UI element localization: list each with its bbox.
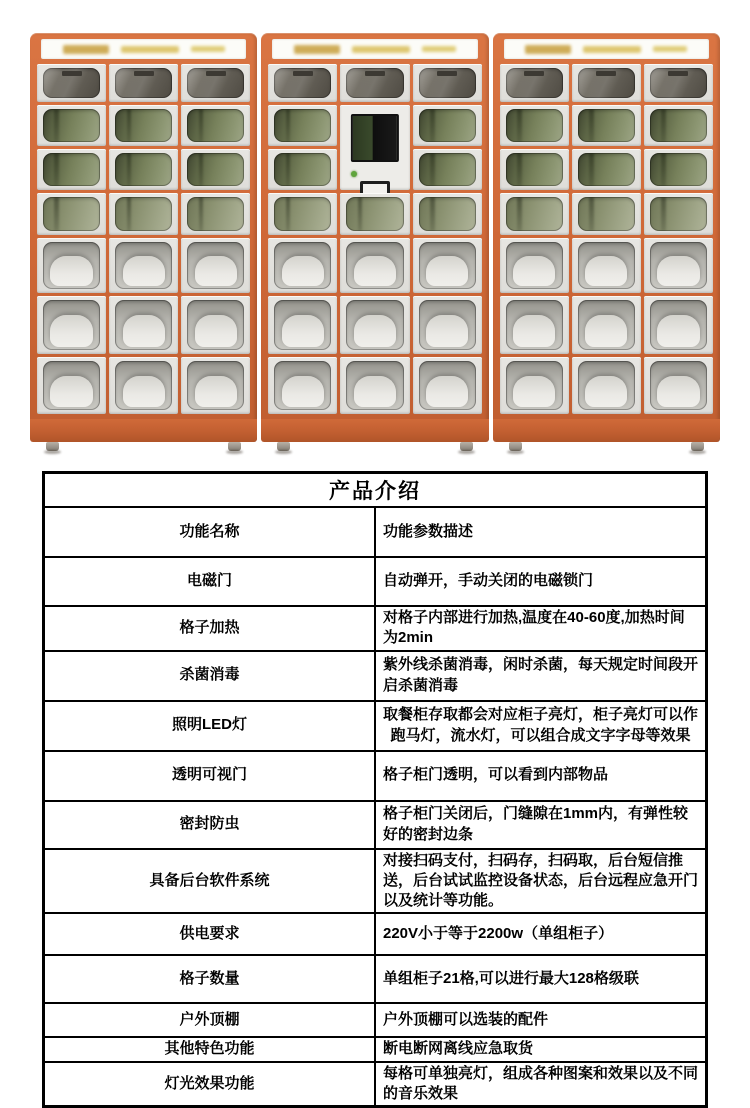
- locker-door: [109, 296, 178, 354]
- locker-door: [413, 238, 482, 293]
- spec-feature-desc: 自动弹开，手动关闭的电磁锁门: [375, 557, 707, 606]
- locker-door: [340, 238, 409, 293]
- spec-feature-name: 灯光效果功能: [44, 1062, 376, 1107]
- spec-feature-name: 具备后台软件系统: [44, 849, 376, 914]
- cabinet-sign: [504, 39, 709, 59]
- door-window: [506, 300, 563, 350]
- door-window: [274, 242, 331, 289]
- spec-feature-name: 照明LED灯: [44, 701, 376, 751]
- door-window: [506, 153, 563, 186]
- door-window: [115, 109, 172, 142]
- caster-wheel: [691, 442, 704, 451]
- door-window: [506, 361, 563, 410]
- spec-feature-desc: 单组柜子21格,可以进行最大128格级联: [375, 955, 707, 1003]
- spec-feature-name: 格子加热: [44, 606, 376, 651]
- door-window: [506, 109, 563, 142]
- cabinet-body: [30, 33, 257, 442]
- spec-row: [44, 557, 707, 606]
- spec-feature-desc: 格子柜门透明，可以看到内部物品: [375, 751, 707, 801]
- locker-door: [268, 149, 337, 190]
- door-window: [506, 197, 563, 231]
- locker-door: [500, 238, 569, 293]
- locker-door: [413, 64, 482, 102]
- door-window: [115, 242, 172, 289]
- door-window: [650, 361, 707, 410]
- locker-door: [109, 357, 178, 414]
- door-window: [187, 361, 244, 410]
- locker-door: [37, 238, 106, 293]
- locker-door: [572, 105, 641, 146]
- door-window: [346, 300, 403, 350]
- door-window: [419, 68, 476, 98]
- locker-door: [37, 64, 106, 102]
- caster-wheel: [277, 442, 290, 451]
- door-window: [187, 242, 244, 289]
- door-window: [419, 153, 476, 186]
- locker-door: [181, 64, 250, 102]
- caster-wheel: [460, 442, 473, 451]
- door-window: [43, 361, 100, 410]
- spec-feature-name: 功能名称: [44, 507, 376, 557]
- sign-text-blur: [294, 45, 340, 54]
- locker-door: [340, 357, 409, 414]
- spec-feature-desc: 功能参数描述: [375, 507, 707, 557]
- spec-row: [44, 913, 707, 955]
- door-window: [650, 153, 707, 186]
- spec-feature-desc: 对格子内部进行加热,温度在40-60度,加热时间为2min: [375, 606, 707, 651]
- spec-feature-name: 格子数量: [44, 955, 376, 1003]
- spec-row: [44, 801, 707, 849]
- wheel-strip: [493, 442, 720, 455]
- spec-feature-name: 电磁门: [44, 557, 376, 606]
- locker-door: [500, 64, 569, 102]
- locker-door: [37, 357, 106, 414]
- door-window: [43, 300, 100, 350]
- locker-cabinet: [493, 33, 720, 455]
- spec-row: [44, 1037, 707, 1061]
- door-window: [115, 300, 172, 350]
- locker-door: [572, 64, 641, 102]
- locker-door: [644, 105, 713, 146]
- locker-door: [644, 193, 713, 235]
- cabinet-body: [261, 33, 488, 442]
- locker-door: [572, 296, 641, 354]
- locker-door: [644, 149, 713, 190]
- locker-door: [109, 193, 178, 235]
- caster-wheel: [46, 442, 59, 451]
- door-window: [578, 109, 635, 142]
- door-window: [650, 197, 707, 231]
- spec-feature-name: 密封防虫: [44, 801, 376, 849]
- locker-grid: [37, 64, 250, 417]
- locker-door: [644, 238, 713, 293]
- door-window: [650, 300, 707, 350]
- locker-door: [37, 296, 106, 354]
- sign-text-blur: [653, 46, 687, 52]
- door-window: [578, 361, 635, 410]
- door-window: [274, 109, 331, 142]
- cabinet-base: [30, 419, 257, 442]
- spec-feature-name: 供电要求: [44, 913, 376, 955]
- door-window: [578, 242, 635, 289]
- door-window: [274, 361, 331, 410]
- spec-row: [44, 1003, 707, 1037]
- locker-door: [340, 64, 409, 102]
- cabinet-base: [261, 419, 488, 442]
- locker-door: [413, 105, 482, 146]
- door-window: [419, 361, 476, 410]
- locker-door: [37, 105, 106, 146]
- locker-door: [109, 238, 178, 293]
- spec-feature-name: 其他特色功能: [44, 1037, 376, 1061]
- door-window: [650, 242, 707, 289]
- locker-door: [268, 238, 337, 293]
- door-window: [419, 197, 476, 231]
- door-window: [187, 153, 244, 186]
- door-window: [346, 68, 403, 98]
- spec-feature-desc: 户外顶棚可以选装的配件: [375, 1003, 707, 1037]
- door-window: [43, 68, 100, 98]
- door-window: [650, 68, 707, 98]
- spec-feature-desc: 紫外线杀菌消毒，闲时杀菌，每天规定时间段开启杀菌消毒: [375, 651, 707, 701]
- control-panel: [340, 105, 409, 190]
- cabinet-body: [493, 33, 720, 442]
- door-window: [115, 361, 172, 410]
- locker-door: [500, 149, 569, 190]
- locker-door: [413, 296, 482, 354]
- locker-door: [268, 105, 337, 146]
- locker-door: [413, 193, 482, 235]
- locker-door: [644, 64, 713, 102]
- status-led: [351, 171, 357, 177]
- wheel-strip: [30, 442, 257, 455]
- cabinet-sign: [41, 39, 246, 59]
- locker-door: [109, 64, 178, 102]
- door-window: [578, 153, 635, 186]
- door-window: [506, 68, 563, 98]
- door-window: [578, 197, 635, 231]
- door-window: [187, 109, 244, 142]
- locker-door: [37, 193, 106, 235]
- locker-door: [572, 357, 641, 414]
- locker-door: [413, 149, 482, 190]
- locker-door: [268, 296, 337, 354]
- door-window: [274, 300, 331, 350]
- locker-door: [181, 296, 250, 354]
- door-window: [274, 153, 331, 186]
- locker-cabinet: [30, 33, 257, 455]
- product-spec-table: [42, 471, 708, 1108]
- locker-door: [268, 357, 337, 414]
- door-window: [419, 109, 476, 142]
- locker-door: [572, 238, 641, 293]
- cabinet-base: [493, 419, 720, 442]
- spec-feature-desc: 取餐柜存取都会对应柜子亮灯，柜子亮灯可以作跑马灯，流水灯，可以组合成文字字母等效果: [375, 701, 707, 751]
- spec-row: [44, 849, 707, 914]
- locker-door: [572, 193, 641, 235]
- spec-feature-name: 透明可视门: [44, 751, 376, 801]
- locker-door: [572, 149, 641, 190]
- door-window: [274, 68, 331, 98]
- door-window: [578, 300, 635, 350]
- door-window: [274, 197, 331, 231]
- door-window: [187, 300, 244, 350]
- caster-wheel: [228, 442, 241, 451]
- door-window: [115, 68, 172, 98]
- door-window: [187, 197, 244, 231]
- spec-feature-desc: 格子柜门关闭后，门缝隙在1mm内，有弹性较好的密封边条: [375, 801, 707, 849]
- door-window: [578, 68, 635, 98]
- spec-row: [44, 606, 707, 651]
- product-photo: [30, 33, 720, 455]
- door-window: [419, 242, 476, 289]
- locker-door: [181, 105, 250, 146]
- locker-door: [109, 149, 178, 190]
- table-title-row: [44, 473, 707, 508]
- spec-feature-desc: 对接扫码支付，扫码存，扫码取，后台短信推送，后台试试监控设备状态，后台远程应急开门以及统计等功能。: [375, 849, 707, 914]
- door-window: [187, 68, 244, 98]
- spec-row: [44, 955, 707, 1003]
- locker-door: [268, 64, 337, 102]
- locker-door: [268, 193, 337, 235]
- locker-door: [340, 193, 409, 235]
- spec-feature-desc: 断电断网离线应急取货: [375, 1037, 707, 1061]
- table-title: 产品介绍: [44, 473, 707, 508]
- locker-door: [181, 357, 250, 414]
- locker-grid: [268, 64, 481, 417]
- spec-row: [44, 751, 707, 801]
- door-window: [650, 109, 707, 142]
- locker-door: [500, 357, 569, 414]
- door-window: [419, 300, 476, 350]
- spec-feature-desc: 220V小于等于2200w（单组柜子）: [375, 913, 707, 955]
- caster-wheel: [509, 442, 522, 451]
- locker-grid: [500, 64, 713, 417]
- door-window: [346, 197, 403, 231]
- sign-text-blur: [525, 45, 571, 54]
- sign-text-blur: [422, 46, 456, 52]
- locker-door: [500, 296, 569, 354]
- control-screen: [351, 114, 399, 162]
- spec-row: [44, 507, 707, 557]
- spec-row: [44, 701, 707, 751]
- locker-door: [644, 296, 713, 354]
- spec-feature-desc: 每格可单独亮灯，组成各种图案和效果以及不同的音乐效果: [375, 1062, 707, 1107]
- sign-text-blur: [583, 46, 641, 53]
- door-window: [346, 242, 403, 289]
- spec-feature-name: 户外顶棚: [44, 1003, 376, 1037]
- locker-door: [181, 238, 250, 293]
- sign-text-blur: [63, 45, 109, 54]
- cabinet-sign: [272, 39, 477, 59]
- sign-text-blur: [121, 46, 179, 53]
- locker-door: [181, 193, 250, 235]
- locker-door: [37, 149, 106, 190]
- locker-door: [500, 193, 569, 235]
- door-window: [43, 153, 100, 186]
- door-window: [115, 153, 172, 186]
- sign-text-blur: [352, 46, 410, 53]
- locker-door: [500, 105, 569, 146]
- door-window: [346, 361, 403, 410]
- wheel-strip: [261, 442, 488, 455]
- door-window: [43, 242, 100, 289]
- door-window: [506, 242, 563, 289]
- locker-door: [644, 357, 713, 414]
- locker-door: [340, 296, 409, 354]
- door-window: [43, 109, 100, 142]
- door-window: [115, 197, 172, 231]
- locker-door: [413, 357, 482, 414]
- locker-door: [181, 149, 250, 190]
- spec-row: [44, 651, 707, 701]
- sign-text-blur: [191, 46, 225, 52]
- locker-cabinet: [261, 33, 488, 455]
- locker-door: [109, 105, 178, 146]
- spec-feature-name: 杀菌消毒: [44, 651, 376, 701]
- door-window: [43, 197, 100, 231]
